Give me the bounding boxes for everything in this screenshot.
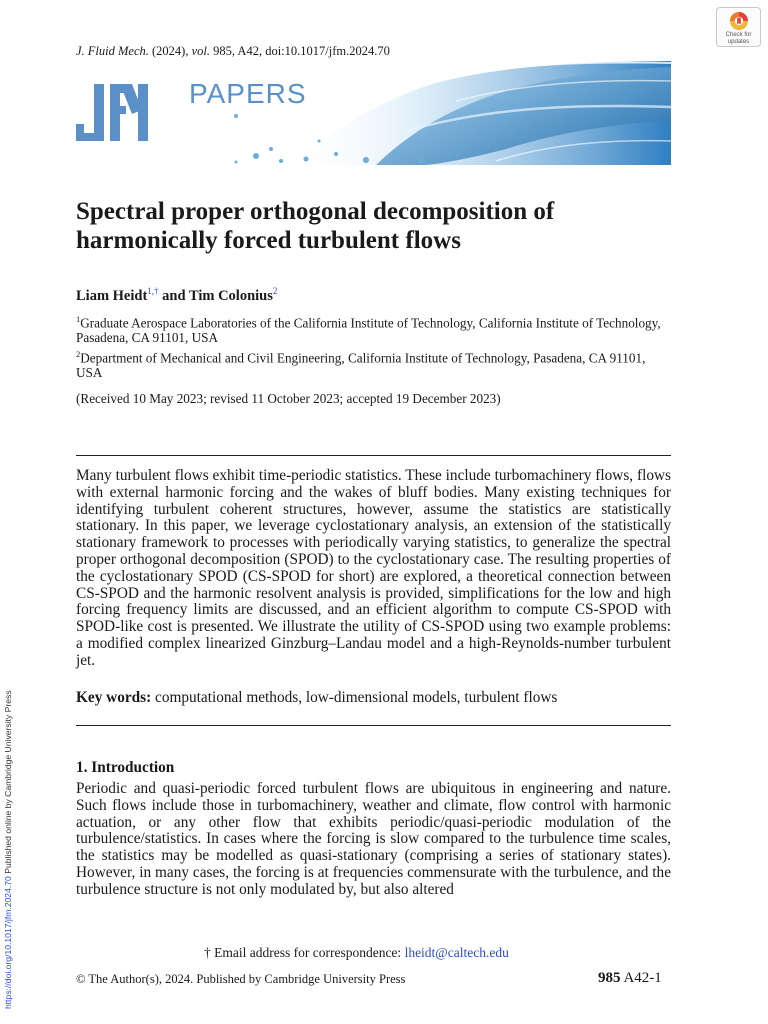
check-for-updates-icon (729, 11, 749, 31)
side-strip (0, 664, 14, 1009)
journal-vol-label: vol. (191, 44, 210, 58)
keywords (76, 689, 557, 707)
journal-name: J. Fluid Mech. (76, 44, 149, 58)
abstract: Many turbulent flows exhibit time-periodic statistics. These include turbomachinery flows, flows with external harmonic forcing and the wakes of bluff bodies. Many existing techniques for identifying turbulent coherent structures, however, assume the statistics are statistically stationary. In this paper, we leverage cyclostationary analysis, an extension of the statistically stationary framework to processes with periodically varying statistics, to generalize the spectral proper orthogonal decomposition (SPOD) to the cyclostationary case. The resulting properties of the cyclostationary SPOD (CS-SPOD for short) are explored, a theoretical connection between CS-SPOD and the harmonic resolvent analysis is provided, simplifications for the low and high forcing frequency limits are discussed, and an efficient algorithm to compute CS-SPOD with SPOD-like cost is presented. We illustrate the utility of CS-SPOD using two example problems: a modified complex linearized Ginzburg–Landau model and a high-Reynolds-number turbulent jet. (76, 467, 671, 669)
author-affil-marks[interactable]: 2 (272, 286, 278, 296)
journal-vol-rest: 985, A42, doi:10.1017/jfm.2024.70 (213, 44, 390, 58)
received-dates: (Received 10 May 2023; revised 11 October 2023; accepted 19 December 2023) (76, 391, 501, 406)
divider (76, 455, 671, 456)
author-name: Tim Colonius (188, 287, 273, 304)
check-for-updates-label: Check for updates (725, 32, 752, 45)
footnote (204, 945, 509, 961)
footnote-text: Email address for correspondence: (214, 945, 402, 960)
author-joiner: and (162, 287, 186, 304)
article-number: A42-1 (623, 970, 662, 986)
copyright: © The Author(s), 2024. Published by Cambridge University Press (76, 972, 406, 986)
affiliation: $^2$Department of Mechanical and Civil Engineering, California Institute of Technology, Pasadena, CA 91101, USA (76, 349, 646, 381)
side-strip-text: Published online by Cambridge University Press (3, 690, 13, 874)
jfm-logo (76, 84, 151, 141)
keywords-label: Key words: (76, 689, 152, 706)
author-list (76, 286, 277, 305)
section-label: PAPERS (189, 78, 307, 109)
divider (76, 725, 671, 726)
page-identifier (598, 970, 662, 987)
footnote-mark: † (204, 945, 211, 960)
section-heading: 1. Introduction (76, 759, 175, 776)
volume-number: 985 (598, 970, 621, 986)
affiliation: $^1$Graduate Aerospace Laboratories of the California Institute of Technology, California Institute of Technology, Pasadena, CA 91101, USA (76, 314, 661, 346)
email-link[interactable]: lheidt@caltech.edu (404, 945, 509, 960)
author-name: Liam Heidt (76, 287, 148, 304)
journal-banner (76, 61, 671, 165)
check-for-updates-badge[interactable] (716, 7, 761, 47)
paper-title: Spectral proper orthogonal decomposition of harmonically forced turbulent flows (76, 198, 555, 254)
journal-citation (76, 44, 390, 59)
journal-year: (2024), (152, 44, 189, 58)
section-body: Periodic and quasi-periodic forced turbulent flows are ubiquitous in engineering and nature. Such flows include those in turbomachinery, weather and climate, flow control with harmonic actuation, or any other flow that exhibits periodic/quasi-periodic modulation of the turbulence/statistics. In cases where the forcing is slow compared to the turbulence time scales, the statistics may be modelled as quasi-stationary (comprising a series of stationary states). However, in many cases, the forcing is at frequencies commensurate with the turbulence, and the turbulence structure is not only modulated by, but also altered (76, 780, 671, 898)
doi-link[interactable]: https://doi.org/10.1017/jfm.2024.70 (3, 876, 13, 1009)
author-affil-marks[interactable]: 1,† (147, 286, 159, 296)
keywords-text: computational methods, low-dimensional models, turbulent flows (155, 689, 558, 706)
